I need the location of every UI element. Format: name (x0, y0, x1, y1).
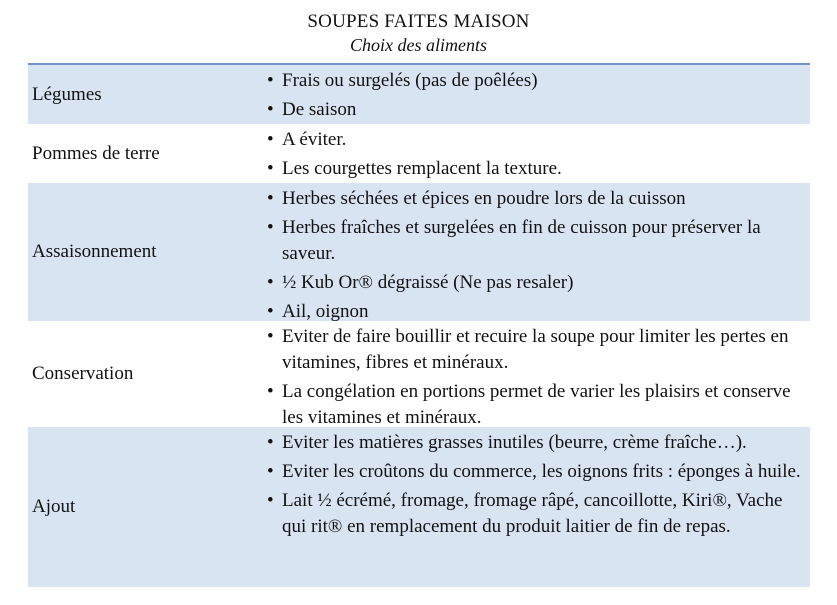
bullet-icon: • (267, 461, 274, 482)
foods-table (28, 63, 810, 587)
row-label: Légumes (32, 83, 102, 105)
list-item-text: De saison (282, 99, 357, 120)
list-item-text: A éviter. (282, 129, 347, 150)
list-item (257, 156, 810, 182)
row-bullets (257, 124, 810, 183)
list-item-text: Herbes séchées et épices en poudre lors de la cuisson (282, 188, 686, 209)
list-item (257, 324, 810, 376)
row-label: Pommes de terre (32, 142, 160, 164)
list-item (257, 68, 810, 94)
bullet-icon: • (267, 272, 274, 293)
row-bullets (257, 427, 810, 587)
table-row-ajout (28, 427, 810, 587)
list-item-text: Lait ½ écrémé, fromage, fromage râpé, cancoillotte, Kiri®, Vache qui rit® en remplacement du produit laitier de fin de repas. (282, 490, 783, 537)
bullet-icon: • (267, 217, 274, 238)
row-label: Conservation (32, 363, 134, 384)
table-row-pommes-de-terre (28, 124, 810, 183)
document-header (0, 10, 837, 56)
bullet-icon: • (267, 432, 274, 453)
list-item (257, 270, 810, 296)
list-item (257, 127, 810, 153)
list-item-text: Herbes fraîches et surgelées en fin de cuisson pour préserver la saveur. (282, 217, 761, 264)
table-row-legumes (28, 65, 810, 124)
row-bullets (257, 321, 810, 427)
row-bullets (257, 65, 810, 124)
list-item-text: Frais ou surgelés (pas de poêlées) (282, 70, 538, 91)
list-item (257, 186, 810, 212)
bullet-icon: • (267, 70, 274, 91)
list-item (257, 430, 810, 456)
table-row-conservation (28, 321, 810, 427)
row-label: Ajout (32, 496, 76, 517)
bullet-icon: • (267, 301, 274, 322)
list-item-text: Eviter les croûtons du commerce, les oignons frits : éponges à huile. (282, 461, 801, 482)
bullet-icon: • (267, 158, 274, 179)
list-item-text: Eviter les matières grasses inutiles (beurre, crème fraîche…). (282, 432, 747, 453)
list-item (257, 299, 810, 325)
bullet-icon: • (267, 326, 274, 347)
bullet-icon: • (267, 381, 274, 402)
list-item (257, 379, 810, 431)
list-item (257, 459, 810, 485)
list-item (257, 488, 810, 540)
bullet-icon: • (267, 99, 274, 120)
list-item-text: Ail, oignon (282, 301, 369, 322)
document-subtitle: Choix des aliments (350, 35, 487, 55)
list-item-text: ½ Kub Or® dégraissé (Ne pas resaler) (282, 272, 574, 293)
list-item (257, 97, 810, 123)
bullet-icon: • (267, 188, 274, 209)
row-label: Assaisonnement (32, 241, 157, 262)
table-row-assaisonnement (28, 183, 810, 321)
bullet-icon: • (267, 129, 274, 150)
row-bullets (257, 183, 810, 321)
list-item-text: La congélation en portions permet de varier les plaisirs et conserve les vitamines et minéraux. (282, 381, 791, 428)
list-item-text: Eviter de faire bouillir et recuire la soupe pour limiter les pertes en vitamines, fibres et minéraux. (282, 326, 789, 373)
bullet-icon: • (267, 490, 274, 511)
list-item (257, 215, 810, 267)
document-title: SOUPES FAITES MAISON (307, 11, 530, 32)
list-item-text: Les courgettes remplacent la texture. (282, 158, 562, 179)
